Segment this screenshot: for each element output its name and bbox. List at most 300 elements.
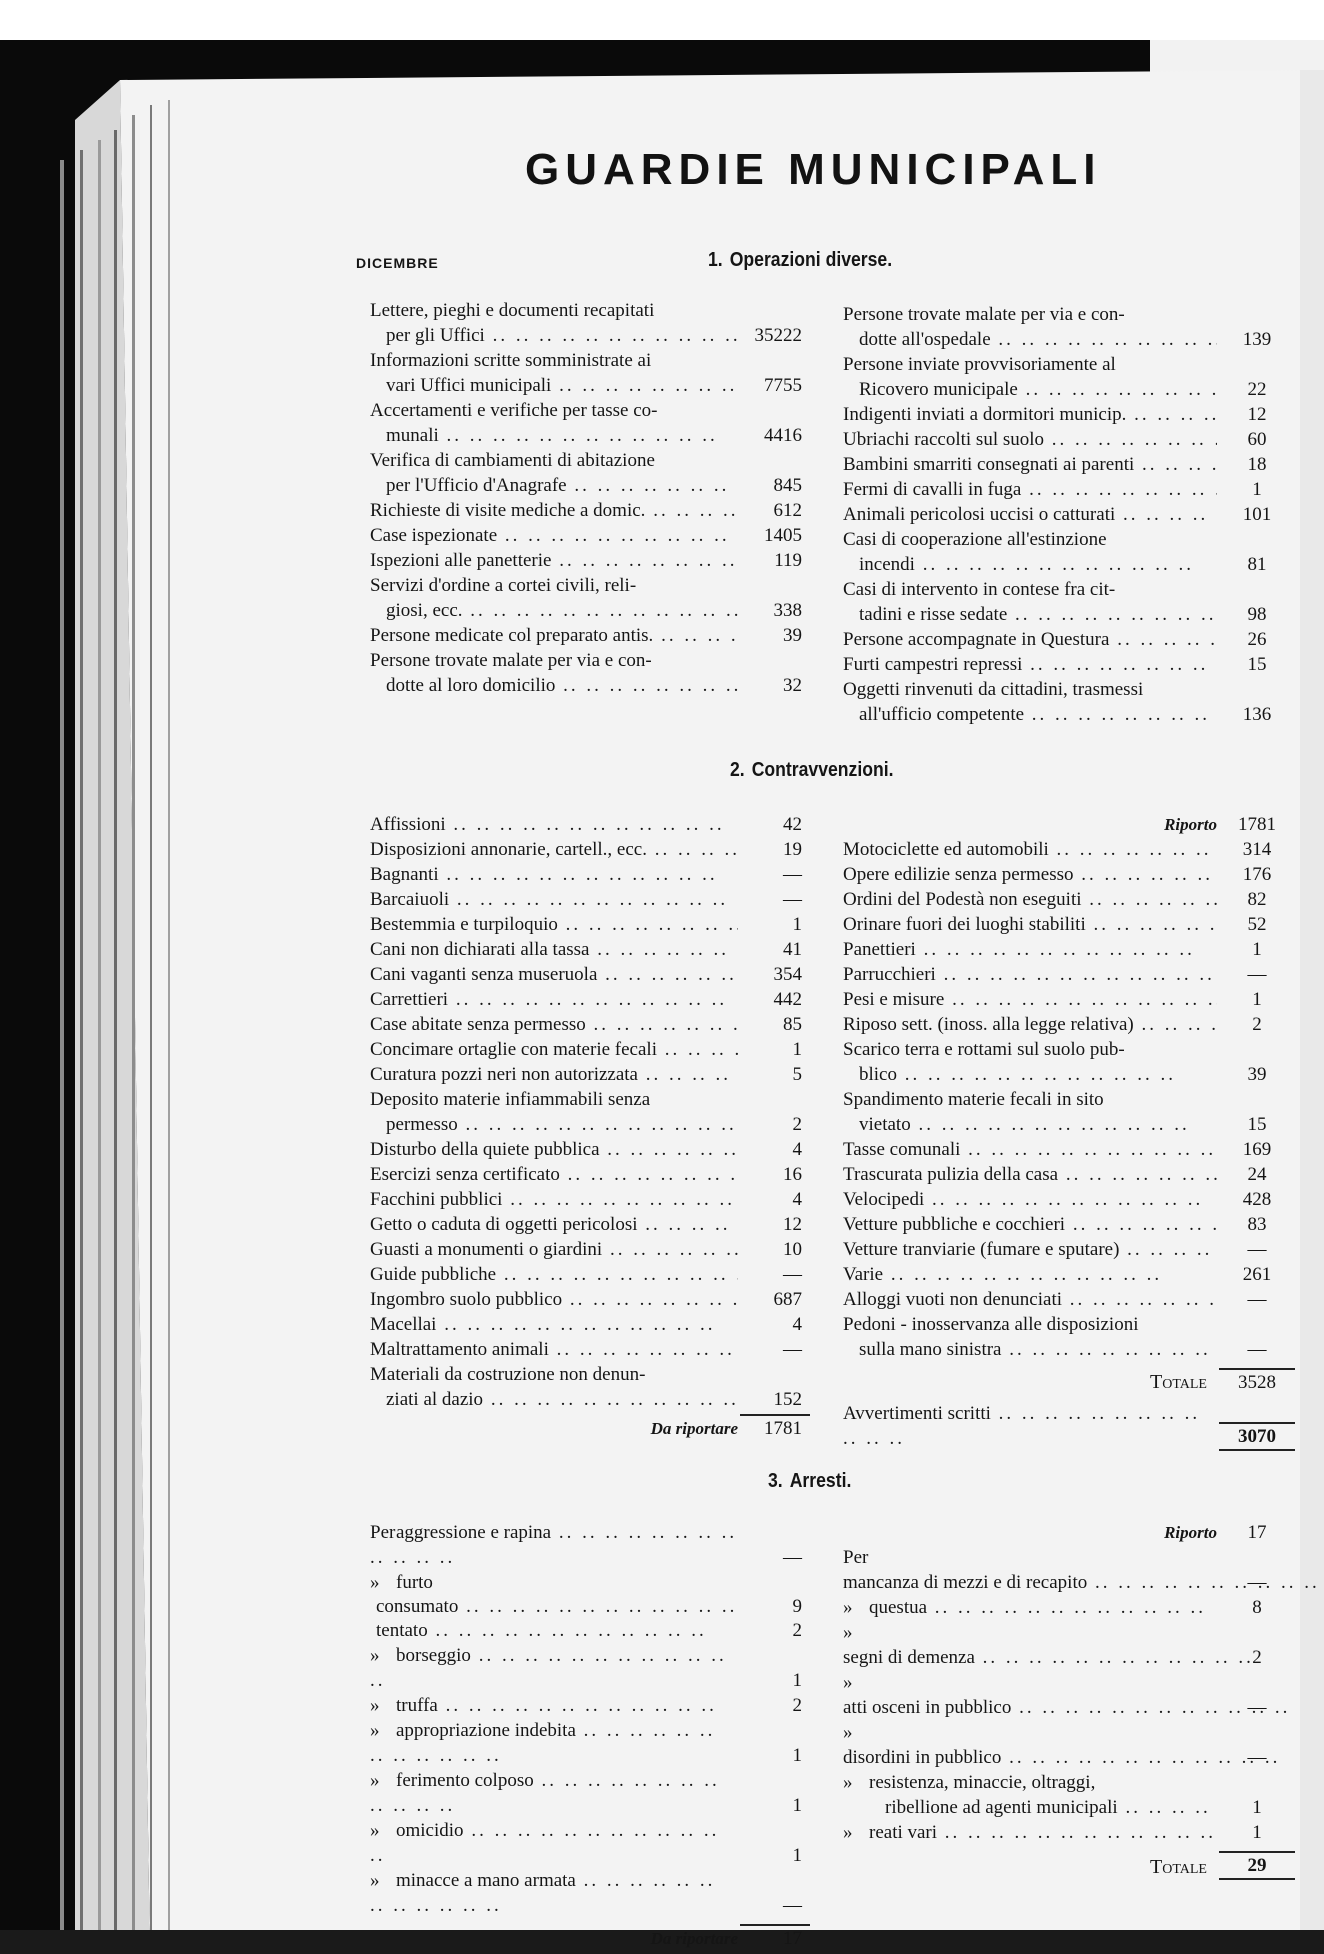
row-label-line: Spandimento materie fecali in sito xyxy=(843,1089,1104,1110)
row-label-line: Indigenti inviati a dormitori municip. .. .. xyxy=(843,402,1217,427)
section-3-heading: Arresti. xyxy=(789,1470,852,1492)
row-value: 314 xyxy=(1242,839,1272,860)
row-label xyxy=(843,652,1219,677)
subitem-value: 2 xyxy=(792,1620,802,1641)
table-row xyxy=(370,1062,810,1087)
row-label-line: Fermi di cavalli in fuga .. .. xyxy=(843,477,1217,502)
table-row xyxy=(370,398,810,448)
row-label-line: segni di demenza .. .. xyxy=(843,1647,1254,1668)
row-label-line: Panettieri .. .. xyxy=(843,937,1217,962)
table-row xyxy=(843,1187,1295,1212)
row-label-line: munali .. .. xyxy=(370,423,738,448)
row-value: 1 xyxy=(1252,1822,1262,1843)
table-row xyxy=(370,862,810,887)
row-value: 1 xyxy=(1252,989,1262,1010)
total-row xyxy=(843,1851,1295,1880)
row-value: 1 xyxy=(792,1039,802,1060)
row-label-line: Barcaiuoli .. .. xyxy=(370,887,738,912)
row-label xyxy=(370,1718,740,1768)
row-label xyxy=(370,1237,740,1262)
table-row xyxy=(370,1262,810,1287)
row-value: 687 xyxy=(773,1289,802,1310)
row-label-line: Disturbo della quiete pubblica .. .. xyxy=(370,1137,738,1162)
row-label xyxy=(370,1287,740,1312)
row-label xyxy=(370,1087,740,1137)
row-label-line: per gli Uffici .. .. xyxy=(370,323,738,348)
row-label xyxy=(843,1212,1219,1237)
table-row xyxy=(843,352,1295,402)
row-label xyxy=(370,1768,740,1818)
row-label-line: Informazioni scritte somministrate ai xyxy=(370,350,652,371)
table-row xyxy=(370,1520,810,1570)
table-row xyxy=(370,623,810,648)
total-row-label: Totale xyxy=(1150,1371,1207,1393)
row-value: 354 xyxy=(773,964,802,985)
carry-forward-row xyxy=(370,1924,810,1951)
row-value: 4416 xyxy=(764,425,802,446)
row-value: — xyxy=(1247,1339,1267,1360)
row-label xyxy=(843,962,1219,987)
row-label-line: per l'Ufficio d'Anagrafe .. .. xyxy=(370,473,738,498)
row-label-line: Persone trovate malate per via e con- xyxy=(843,304,1125,325)
section-1-title xyxy=(708,246,892,274)
row-value: 15 xyxy=(1247,1114,1267,1135)
row-value: 4 xyxy=(792,1139,802,1160)
section-1-right-column xyxy=(843,302,1295,727)
row-label-line: all'ufficio competente .. .. xyxy=(843,702,1217,727)
table-row xyxy=(370,1287,810,1312)
carried-over-row xyxy=(843,812,1295,837)
row-label-line: Disposizioni annonarie, cartell., ecc. .. .. xyxy=(370,837,738,862)
row-label xyxy=(370,1520,740,1570)
table-row xyxy=(843,402,1295,427)
row-label xyxy=(370,1337,740,1362)
row-label xyxy=(843,402,1219,427)
row-label-text: aggressione e rapina .. .. xyxy=(370,1522,737,1568)
row-label-line: Parrucchieri .. .. xyxy=(843,962,1217,987)
table-row xyxy=(370,1312,810,1337)
row-value: 4 xyxy=(792,1189,802,1210)
row-label-line: vietato .. .. xyxy=(843,1112,1217,1137)
row-label-line: ribellione ad agenti municipali .. .. xyxy=(843,1795,1217,1820)
section-2-title xyxy=(730,756,894,784)
row-value: 2 xyxy=(1252,1647,1262,1668)
row-label-line: Ordini del Podestà non eseguiti .. .. xyxy=(843,887,1217,912)
row-prefix: Per xyxy=(843,1547,869,1568)
row-label-line: Ingombro suolo pubblico .. .. xyxy=(370,1287,738,1312)
carried-over-row-value: 17 xyxy=(1247,1522,1267,1543)
table-row xyxy=(843,837,1295,862)
row-label xyxy=(843,887,1219,912)
table-row xyxy=(843,1670,1295,1720)
row-value: 1 xyxy=(1252,479,1262,500)
row-prefix: » xyxy=(843,1772,853,1793)
row-label-line: Facchini pubblici .. .. xyxy=(370,1187,738,1212)
row-label xyxy=(370,1312,740,1337)
section-2-heading: Contravvenzioni. xyxy=(751,759,894,781)
row-value: 338 xyxy=(773,600,802,621)
table-row xyxy=(370,548,810,573)
table-row xyxy=(370,987,810,1012)
table-row xyxy=(843,987,1295,1012)
row-value: 119 xyxy=(774,550,802,571)
row-label-line: Guide pubbliche .. .. xyxy=(370,1262,738,1287)
row-label-line: Cani non dichiarati alla tassa .. .. xyxy=(370,937,738,962)
row-value: 1 xyxy=(1252,1797,1262,1818)
table-row xyxy=(370,812,810,837)
section-1-heading: Operazioni diverse. xyxy=(729,249,893,271)
row-label xyxy=(370,937,740,962)
row-prefix: » xyxy=(843,1622,853,1643)
row-label-line: sulla mano sinistra .. .. xyxy=(843,1337,1217,1362)
row-label xyxy=(843,1545,1219,1595)
warnings-row-value: 3070 xyxy=(1219,1422,1295,1451)
row-value: — xyxy=(783,1264,802,1285)
table-row xyxy=(843,862,1295,887)
row-value: — xyxy=(1247,1289,1267,1310)
row-value: 52 xyxy=(1247,914,1267,935)
row-value: 2 xyxy=(1252,1014,1262,1035)
row-value: 176 xyxy=(1242,864,1272,885)
row-label-line: Casi di cooperazione all'estinzione xyxy=(843,529,1107,550)
row-label xyxy=(843,862,1219,887)
row-value: 24 xyxy=(1247,1164,1267,1185)
row-label-line: Cani vaganti senza museruola .. .. xyxy=(370,962,738,987)
carry-forward-row-value: 17 xyxy=(740,1924,810,1951)
row-value: 261 xyxy=(1242,1264,1272,1285)
row-value: 101 xyxy=(1242,504,1272,525)
table-row xyxy=(843,1620,1295,1670)
table-row xyxy=(843,1720,1295,1770)
row-label-line: Tasse comunali .. .. xyxy=(843,1137,1217,1162)
table-row xyxy=(843,477,1295,502)
row-label xyxy=(370,1362,740,1412)
table-row xyxy=(370,837,810,862)
row-value: 22 xyxy=(1247,379,1267,400)
table-row xyxy=(843,427,1295,452)
row-label xyxy=(370,987,740,1012)
row-value: 1405 xyxy=(764,525,802,546)
table-row xyxy=(370,1643,810,1693)
table-row xyxy=(370,498,810,523)
row-prefix: » xyxy=(843,1672,853,1693)
row-label xyxy=(843,302,1219,352)
row-label-text: ferimento colposo .. .. xyxy=(370,1770,720,1816)
row-label-line: Carrettieri .. .. xyxy=(370,987,738,1012)
row-label xyxy=(370,887,740,912)
row-value: 1 xyxy=(792,914,802,935)
table-row xyxy=(843,1012,1295,1037)
row-label-line: Ricovero municipale .. .. xyxy=(843,377,1217,402)
row-label-line: Deposito materie infiammabili senza xyxy=(370,1089,651,1110)
row-label-line: Persone inviate provvisoriamente al xyxy=(843,354,1116,375)
row-label xyxy=(370,1037,740,1062)
total-row-value: 3528 xyxy=(1219,1368,1295,1395)
row-label xyxy=(370,1818,740,1868)
row-value: 2 xyxy=(792,1695,802,1716)
row-label-line: Concimare ortaglie con materie fecali .. .. xyxy=(370,1037,738,1062)
table-row xyxy=(370,1768,810,1818)
row-label xyxy=(370,573,740,623)
row-label-line: Verifica di cambiamenti di abitazione xyxy=(370,450,655,471)
subitem-label: consumato .. .. xyxy=(376,1595,737,1619)
table-row xyxy=(370,1362,810,1412)
row-label xyxy=(370,1012,740,1037)
row-value: 5 xyxy=(792,1064,802,1085)
row-label-line: Getto o caduta di oggetti pericolosi .. .. xyxy=(370,1212,738,1237)
row-label xyxy=(843,1820,1219,1845)
carry-forward-row-value: 1781 xyxy=(740,1414,810,1441)
row-label-line: Pesi e misure .. .. xyxy=(843,987,1217,1012)
row-label-line: Casi di intervento in contese fra cit- xyxy=(843,579,1116,600)
row-label xyxy=(843,1012,1219,1037)
row-prefix: » xyxy=(370,1695,380,1716)
table-row xyxy=(370,298,810,348)
row-value: — xyxy=(783,1895,802,1916)
row-value: 4 xyxy=(792,1314,802,1335)
table-row xyxy=(843,527,1295,577)
table-row xyxy=(843,937,1295,962)
total-row-value: 29 xyxy=(1219,1851,1295,1880)
row-label-line: Riposo sett. (inoss. alla legge relativa) .. .. xyxy=(843,1012,1217,1037)
row-label-line: Ispezioni alle panetterie .. .. xyxy=(370,548,738,573)
row-label xyxy=(370,648,740,698)
section-3-left-column xyxy=(370,1520,810,1951)
row-label xyxy=(843,477,1219,502)
section-1-left-column xyxy=(370,298,810,698)
carried-over-row xyxy=(843,1520,1295,1545)
row-value: 83 xyxy=(1247,1214,1267,1235)
row-value: 845 xyxy=(773,475,802,496)
table-row xyxy=(370,1012,810,1037)
table-row xyxy=(843,887,1295,912)
carry-forward-row-label: Da riportare xyxy=(650,1419,738,1438)
row-prefix: » xyxy=(843,1597,853,1618)
table-row xyxy=(370,1212,810,1237)
row-value: 82 xyxy=(1247,889,1267,910)
table-row xyxy=(370,1718,810,1768)
row-label-line: Maltrattamento animali .. .. xyxy=(370,1337,738,1362)
row-label-line: Persone accompagnate in Questura .. .. xyxy=(843,627,1217,652)
row-label xyxy=(843,1595,1219,1620)
table-row xyxy=(370,573,810,623)
row-label-line: mancanza di mezzi e di recapito .. .. xyxy=(843,1572,1324,1593)
row-label xyxy=(843,1187,1219,1212)
row-label xyxy=(843,912,1219,937)
carry-forward-row xyxy=(370,1414,810,1441)
row-label-line: atti osceni in pubblico .. .. xyxy=(843,1697,1290,1718)
row-prefix: » xyxy=(370,1645,380,1666)
row-label xyxy=(370,498,740,523)
row-label xyxy=(843,627,1219,652)
row-value: 42 xyxy=(783,814,802,835)
section-2-right-column xyxy=(843,812,1295,1451)
row-label-line: Materiali da costruzione non denun- xyxy=(370,1364,646,1385)
row-label-line: Curatura pozzi neri non autorizzata .. .. xyxy=(370,1062,738,1087)
row-label-line: Bestemmia e turpiloquio .. .. xyxy=(370,912,738,937)
table-row xyxy=(370,1187,810,1212)
row-label-line: Furti campestri repressi .. .. xyxy=(843,652,1217,677)
row-label-line: Affissioni .. .. xyxy=(370,812,738,837)
table-row xyxy=(370,348,810,398)
table-row xyxy=(843,577,1295,627)
row-label-line: reati vari .. .. xyxy=(869,1822,1216,1843)
row-value: 19 xyxy=(783,839,802,860)
table-row xyxy=(370,1818,810,1868)
row-label xyxy=(843,502,1219,527)
row-value: 32 xyxy=(783,675,802,696)
row-value: 136 xyxy=(1242,704,1272,725)
row-value: 2 xyxy=(792,1114,802,1135)
row-label-text: truffa .. .. xyxy=(396,1695,717,1716)
carried-over-row-label: Riporto xyxy=(1164,815,1217,834)
row-prefix: Per xyxy=(370,1522,396,1543)
row-prefix: » xyxy=(370,1820,380,1841)
row-label-line: Guasti a monumenti o giardini .. .. xyxy=(370,1237,738,1262)
row-label xyxy=(843,1720,1219,1770)
row-label xyxy=(370,548,740,573)
row-label-line: Bambini smarriti consegnati ai parenti .. .. xyxy=(843,452,1217,477)
row-value: 10 xyxy=(783,1239,802,1260)
row-label-line: Persone trovate malate per via e con- xyxy=(370,650,652,671)
row-label-line: Accertamenti e verifiche per tasse co- xyxy=(370,400,658,421)
row-label xyxy=(370,398,740,448)
section-3-number: 3. xyxy=(768,1470,783,1492)
row-label xyxy=(843,1162,1219,1187)
row-label-line: Alloggi vuoti non denunciati .. .. xyxy=(843,1287,1217,1312)
row-value: 39 xyxy=(783,625,802,646)
row-label xyxy=(843,577,1219,627)
table-row xyxy=(843,627,1295,652)
row-prefix: » xyxy=(370,1720,380,1741)
row-label xyxy=(370,1693,740,1718)
row-label xyxy=(370,1137,740,1162)
row-label xyxy=(370,837,740,862)
row-value: — xyxy=(783,889,802,910)
row-label-line: Bagnanti .. .. xyxy=(370,862,738,887)
row-value: 12 xyxy=(1247,404,1267,425)
row-value: 8 xyxy=(1252,1597,1262,1618)
row-value: 35222 xyxy=(754,325,802,346)
table-row xyxy=(843,1820,1295,1845)
row-label-line: Pedoni - inosservanza alle disposizioni xyxy=(843,1314,1139,1335)
row-label xyxy=(843,1770,1219,1820)
row-label-line: questua .. .. xyxy=(869,1597,1206,1618)
table-row xyxy=(843,1137,1295,1162)
row-label-line: Motociclette ed automobili .. .. xyxy=(843,837,1217,862)
warnings-row xyxy=(843,1401,1295,1451)
row-label-line: Orinare fuori dei luoghi stabiliti .. .. xyxy=(843,912,1217,937)
table-row xyxy=(843,652,1295,677)
row-label xyxy=(843,837,1219,862)
row-label xyxy=(843,1670,1219,1720)
table-row xyxy=(843,502,1295,527)
row-value: 442 xyxy=(773,989,802,1010)
row-label-line: Animali pericolosi uccisi o catturati .. .. xyxy=(843,502,1217,527)
subitem-value: 9 xyxy=(792,1596,802,1617)
section-1-number: 1. xyxy=(708,249,723,271)
row-label xyxy=(843,1087,1219,1137)
table-row xyxy=(370,1087,810,1137)
section-3-title xyxy=(768,1467,851,1495)
table-row xyxy=(843,1262,1295,1287)
row-label-line: Trascurata pulizia della casa .. .. xyxy=(843,1162,1217,1187)
row-label-text: minacce a mano armata .. .. xyxy=(370,1870,715,1916)
row-label-line: blico .. .. xyxy=(843,1062,1217,1087)
row-value: 85 xyxy=(783,1014,802,1035)
row-label-text: appropriazione indebita .. .. xyxy=(370,1720,715,1766)
table-row xyxy=(370,1570,810,1643)
row-value: 41 xyxy=(783,939,802,960)
row-label xyxy=(370,623,740,648)
row-label xyxy=(843,352,1219,402)
row-label-line: Scarico terra e rottami sul suolo pub- xyxy=(843,1039,1125,1060)
row-value: — xyxy=(783,864,802,885)
table-row xyxy=(843,1037,1295,1087)
table-row xyxy=(843,912,1295,937)
row-label xyxy=(843,1237,1219,1262)
row-label-line: Opere edilizie senza permesso .. .. xyxy=(843,862,1217,887)
row-value: 81 xyxy=(1247,554,1267,575)
row-value: 60 xyxy=(1247,429,1267,450)
row-label-line: permesso .. .. xyxy=(370,1112,738,1137)
table-row xyxy=(370,1162,810,1187)
table-row xyxy=(370,1337,810,1362)
total-row-label: Totale xyxy=(1150,1856,1207,1878)
row-label xyxy=(843,1037,1219,1087)
row-label xyxy=(370,912,740,937)
row-label xyxy=(843,1620,1219,1670)
table-row xyxy=(843,1312,1295,1362)
row-value: 1 xyxy=(792,1670,802,1691)
table-row xyxy=(370,1237,810,1262)
table-row xyxy=(843,1770,1295,1820)
row-value: 1 xyxy=(792,1745,802,1766)
row-label xyxy=(370,1062,740,1087)
row-label xyxy=(843,427,1219,452)
row-label-line: dotte all'ospedale .. .. xyxy=(843,327,1217,352)
row-label-text: furto xyxy=(396,1572,433,1593)
row-label-line: Vetture pubbliche e cocchieri .. .. xyxy=(843,1212,1217,1237)
row-label xyxy=(843,1287,1219,1312)
row-prefix: » xyxy=(370,1870,380,1891)
row-label-line: Varie .. .. xyxy=(843,1262,1217,1287)
section-2-left-column xyxy=(370,812,810,1441)
row-value: — xyxy=(1247,1697,1267,1718)
row-label xyxy=(370,523,740,548)
row-prefix: » xyxy=(370,1572,380,1593)
row-label xyxy=(370,1162,740,1187)
row-label-line: giosi, ecc. .. .. xyxy=(370,598,738,623)
carried-over-row-label: Riporto xyxy=(1164,1523,1217,1542)
table-row xyxy=(843,1237,1295,1262)
warnings-row-label: Avvertimenti scritti .. .. xyxy=(843,1401,1219,1451)
total-row xyxy=(843,1368,1295,1395)
row-label-line: disordini in pubblico .. .. xyxy=(843,1747,1280,1768)
row-label xyxy=(843,677,1219,727)
month-label: DICEMBRE xyxy=(356,255,439,271)
row-value: 1 xyxy=(792,1795,802,1816)
row-prefix: » xyxy=(843,1822,853,1843)
table-row xyxy=(370,1137,810,1162)
row-label xyxy=(370,348,740,398)
row-value: — xyxy=(1247,1239,1267,1260)
row-label-line: Lettere, pieghi e documenti recapitati xyxy=(370,300,655,321)
row-value: 612 xyxy=(773,500,802,521)
row-label-line: Oggetti rinvenuti da cittadini, trasmessi xyxy=(843,679,1144,700)
table-row xyxy=(843,1287,1295,1312)
row-label-text: borseggio .. .. xyxy=(370,1645,727,1691)
